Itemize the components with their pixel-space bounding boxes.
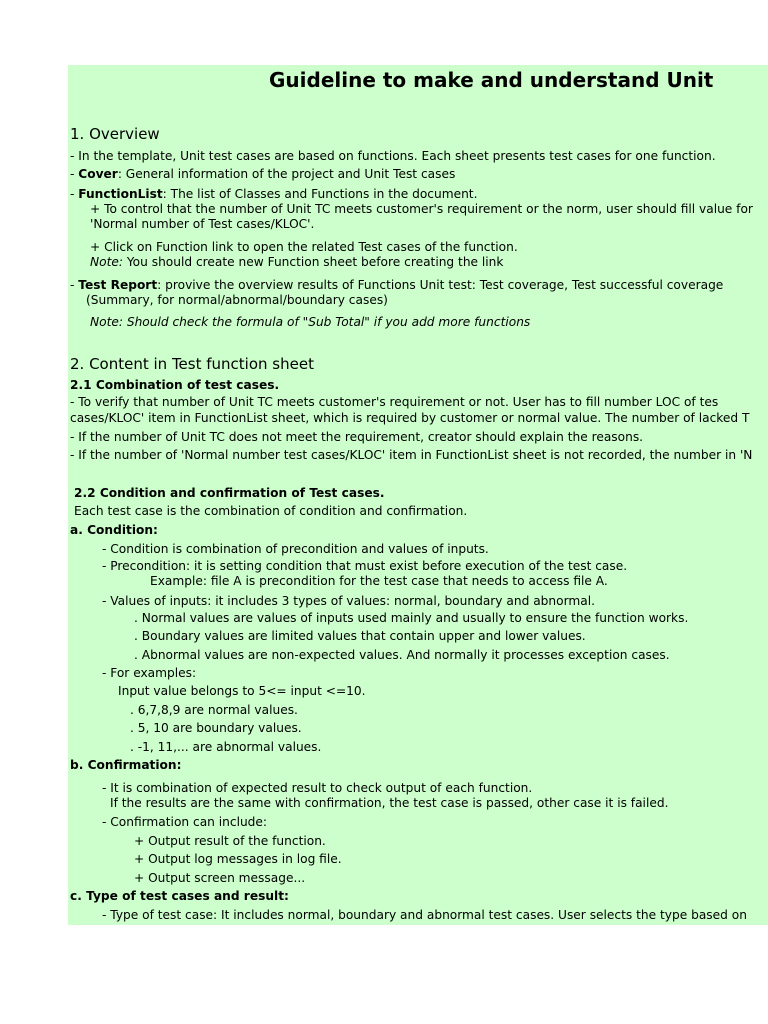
note-label: Note: [90,255,123,269]
condition-heading: a. Condition: [70,523,158,537]
bullet-dash: - [70,278,79,292]
confirmation-line: - It is combination of expected result to check output of each function. [102,781,533,795]
testreport-text: : provive the overview results of Functions Unit test: Test coverage, Test successful coverage [157,278,724,292]
overview-cover-line [70,167,455,182]
section-2-1-para1-line1: - To verify that number of Unit TC meets customer's requirement or not. User has to fill number LOC of tes [70,395,719,409]
confirmation-line: + Output result of the function. [134,834,326,848]
guideline-sheet [68,65,768,925]
bullet-dash: - [70,187,79,201]
functionlist-text: : The list of Classes and Functions in the document. [162,187,478,201]
section-2-2-intro: Each test case is the combination of condition and confirmation. [74,504,468,518]
confirmation-heading: b. Confirmation: [70,758,182,772]
testreport-label: Test Report [78,278,158,292]
functionlist-note [90,255,503,270]
condition-line: Input value belongs to 5<= input <=10. [118,684,366,698]
testreport-note: Note: Should check the formula of "Sub Total" if you add more functions [90,315,531,329]
section-2-1-para1-line2: cases/KLOC' item in FunctionList sheet, which is required by customer or normal value. The number of lacked T [70,411,750,425]
type-heading: c. Type of test cases and result: [70,889,289,903]
bullet-dash: - [70,167,79,181]
cover-label: Cover [78,167,118,181]
condition-line: - Values of inputs: it includes 3 types of values: normal, boundary and abnormal. [102,594,595,608]
functionlist-sub1-line2: 'Normal number of Test cases/KLOC'. [90,217,315,231]
condition-line: . 6,7,8,9 are normal values. [130,703,298,717]
confirmation-line: If the results are the same with confirmation, the test case is passed, other case it is failed. [110,796,669,810]
condition-line: - For examples: [102,666,197,680]
type-line: - Type of test case: It includes normal, boundary and abnormal test cases. User selects the type based on [102,908,747,922]
condition-line: . 5, 10 are boundary values. [130,721,302,735]
confirmation-line: + Output log messages in log file. [134,852,342,866]
overview-heading: 1. Overview [70,125,160,143]
section-2-1-para2: - If the number of Unit TC does not meet the requirement, creator should explain the reasons. [70,430,644,444]
section-2-1-para3: - If the number of 'Normal number test cases/KLOC' item in FunctionList sheet is not recorded, the number in 'N [70,448,753,462]
functionlist-sub1-line1: + To control that the number of Unit TC meets customer's requirement or the norm, user should fill value for [90,202,753,216]
overview-intro: - In the template, Unit test cases are based on functions. Each sheet presents test cases for one function. [70,149,716,163]
section-2-2-heading: 2.2 Condition and confirmation of Test cases. [74,486,385,500]
functionlist-sub2: + Click on Function link to open the related Test cases of the function. [90,240,518,254]
condition-line: - Precondition: it is setting condition that must exist before execution of the test case. [102,559,628,573]
confirmation-line: + Output screen message... [134,871,306,885]
confirmation-line: - Confirmation can include: [102,815,268,829]
condition-line: Example: file A is precondition for the test case that needs to access file A. [150,574,608,588]
condition-line: . Abnormal values are non-expected values. And normally it processes exception cases. [134,648,670,662]
condition-line: - Condition is combination of precondition and values of inputs. [102,542,489,556]
section-2-1-heading: 2.1 Combination of test cases. [70,378,280,392]
condition-line: . Boundary values are limited values that contain upper and lower values. [134,629,586,643]
overview-testreport-line [70,278,723,293]
functionlist-label: FunctionList [78,187,163,201]
condition-line: . Normal values are values of inputs used mainly and usually to ensure the function works. [134,611,689,625]
condition-line: . -1, 11,... are abnormal values. [130,740,322,754]
overview-functionlist-line [70,187,477,202]
content-heading: 2. Content in Test function sheet [70,355,314,373]
testreport-sub: (Summary, for normal/abnormal/boundary cases) [86,293,388,307]
cover-text: : General information of the project and Unit Test cases [117,167,456,181]
note-text: You should create new Function sheet before creating the link [122,255,504,269]
page-title: Guideline to make and understand Unit [269,68,714,92]
